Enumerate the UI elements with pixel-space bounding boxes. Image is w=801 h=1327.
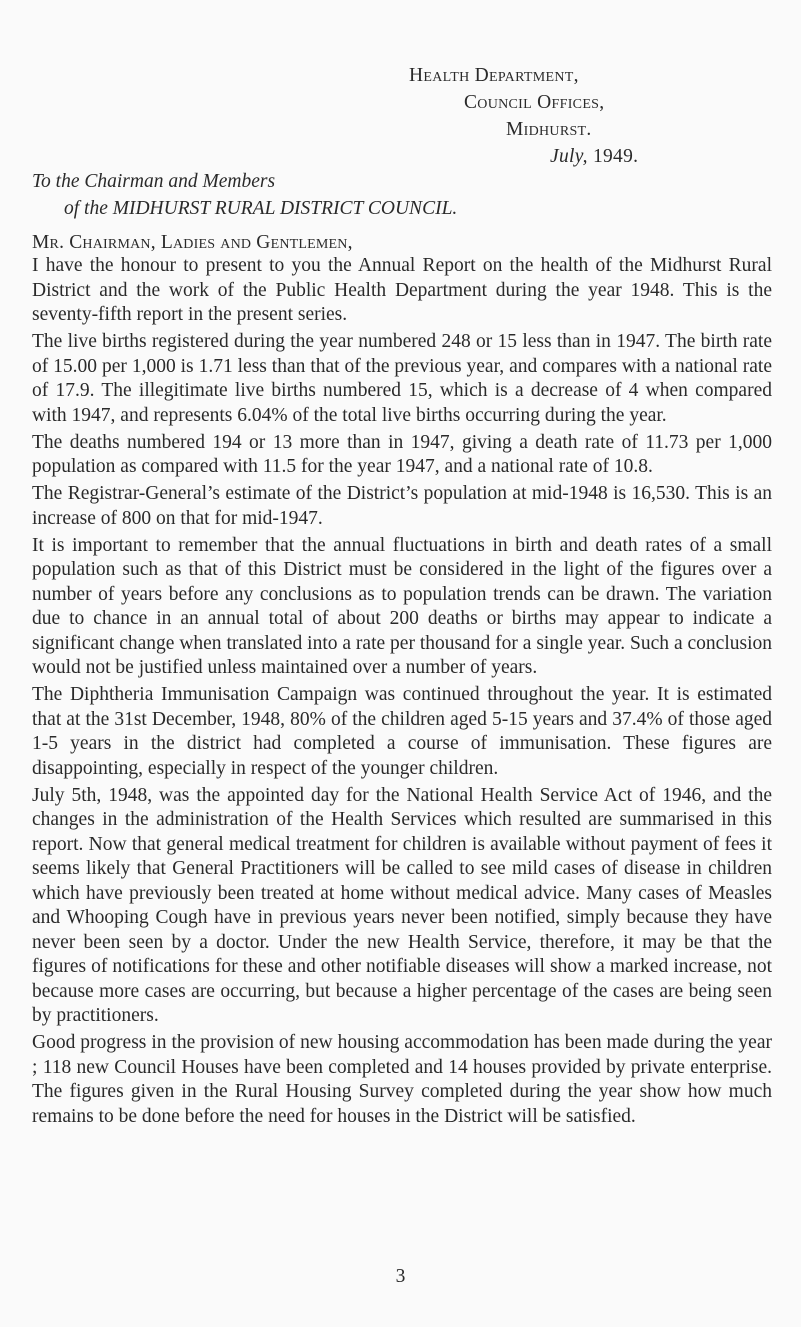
addressee-line-1: To the Chairman and Members — [32, 171, 276, 192]
paragraph: The live births registered during the year numbered 248 or 15 less than in 1947. The birth rate of 15.00 per 1,000 is 1.71 less than that of the previous year, and compares with a national rate of 17.9. The illegitimate live births numbered 15, which is a decrease of 4 when compared with 1947, and represents 6.04% of the total live births occurring during the year. — [32, 331, 772, 426]
addressee-block — [32, 168, 457, 222]
paragraph: July 5th, 1948, was the appointed day for the National Health Service Act of 1946, and the changes in the administration of the Health Services which resulted are summarised in this report. Now that general medical treatment for children is available without payment of fees it seems likely that General Practitioners will be called to see mild cases of disease in children which have previously been treated at home without medical advice. Many cases of Measles and Whooping Cough have in previous years never been notified, simply because they have never been seen by a doctor. Under the new Health Service, therefore, it may be that the figures of notifications for these and other notifiable diseases will show a marked increase, not because more cases are occurring, but because a higher percentage of the cases are being seen by practitioners. — [32, 784, 772, 1026]
paragraph: I have the honour to present to you the Annual Report on the health of the Midhurst Rural District and the work of the Public Health Department during the year 1948. This is the seventy-fifth report in the present series. — [32, 255, 772, 325]
paragraph: It is important to remember that the annual fluctuations in birth and death rates of a small population such as that of this District must be considered in the light of the figures over a number of years before any conclusions as to population trends can be drawn. The variation due to chance in an annual total of about 200 deaths or births may appear to indicate a significant change when translated into a rate per thousand for a single year. Such a conclusion would not be justified unless maintained over a number of years. — [32, 534, 772, 678]
paragraph: The Diphtheria Immunisation Campaign was continued throughout the year. It is estimated that at the 31st December, 1948, 80% of the children aged 5-15 years and 37.4% of those aged 1-5 years in the district had completed a course of immunisation. These figures are disappointing, especially in respect of the younger children. — [32, 684, 772, 779]
header-town: Midhurst. — [506, 119, 592, 140]
paragraph: Good progress in the provision of new housing accommodation has been made during the year ; 118 new Council Houses have been completed and 14 houses provided by private enterprise. The figures given in the Rural Housing Survey completed during the year show how much remains to be done before the need for houses in the District will be satisfied. — [32, 1032, 772, 1127]
header-date-month: July, — [550, 146, 588, 167]
header-date — [550, 143, 638, 170]
addressee-line-2: of the MIDHURST RURAL DISTRICT COUNCIL. — [64, 198, 458, 219]
header-offices: Council Offices, — [464, 92, 605, 113]
salutation: Mr. Chairman, Ladies and Gentlemen, — [32, 232, 353, 253]
page-number: 3 — [395, 1266, 406, 1287]
letter-header — [409, 62, 638, 170]
header-date-year: 1949. — [587, 146, 639, 167]
report-body — [32, 254, 772, 1132]
paragraph: The Registrar-General’s estimate of the District’s population at mid-1948 is 16,530. This is an increase of 800 on that for mid-1947. — [32, 483, 772, 529]
paragraph: The deaths numbered 194 or 13 more than in 1947, giving a death rate of 11.73 per 1,000 population as compared with 11.5 for the year 1947, and a national rate of 10.8. — [32, 431, 772, 477]
header-department: Health Department, — [409, 65, 579, 86]
